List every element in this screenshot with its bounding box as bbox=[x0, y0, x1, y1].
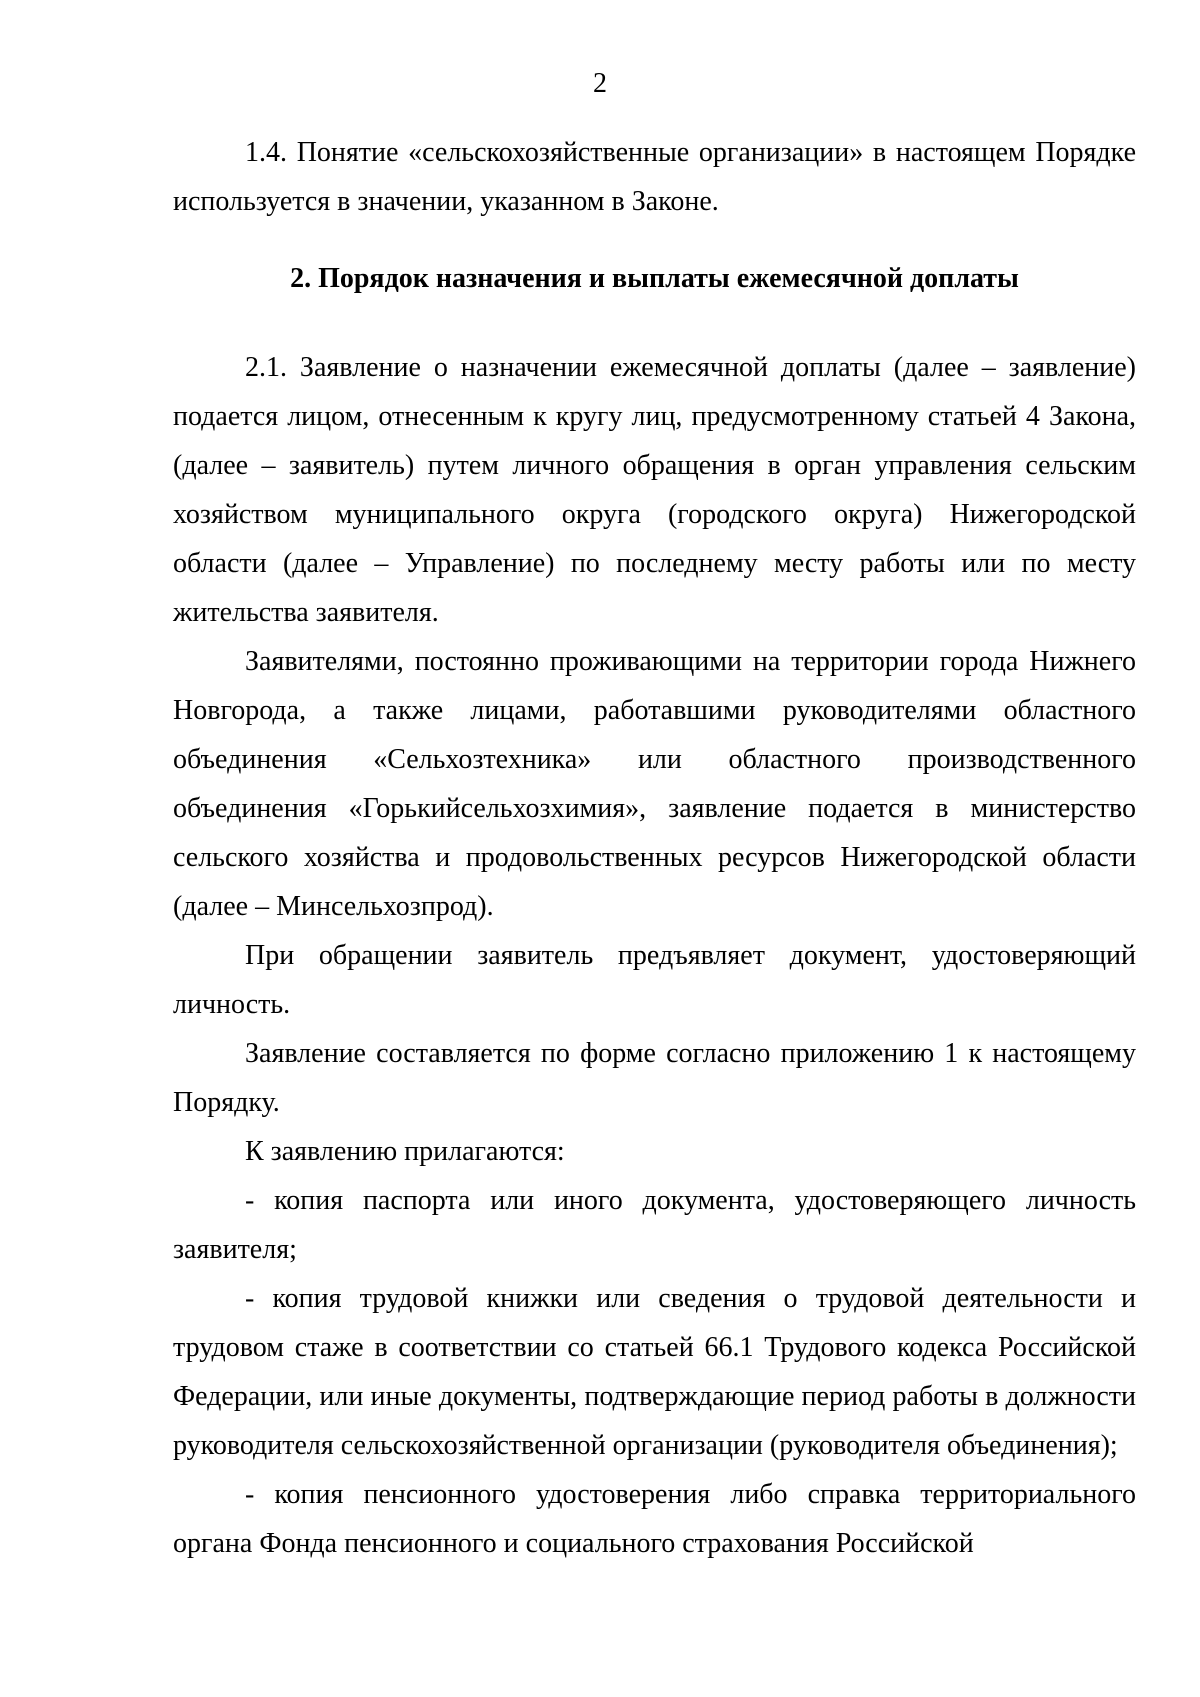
list-item-pension-certificate: - копия пенсионного удостоверения либо справка территориального органа Фонда пенсионного и социального страхования Российской bbox=[173, 1479, 1136, 1559]
paragraph-attachments-intro: К заявлению прилагаются: bbox=[245, 1136, 565, 1167]
page-number: 2 bbox=[593, 68, 607, 99]
list-item-work-book: - копия трудовой книжки или сведения о трудовой деятельности и трудовом стаже в соответствии со статьей 66.1 Трудового кодекса Российской Федерации, или иные документы, подтверждающие период работы в должности руководителя сельскохозяйственной организации (руководителя объединения); bbox=[173, 1283, 1136, 1461]
document-body bbox=[173, 128, 1136, 1568]
list-item-passport: - копия паспорта или иного документа, удостоверяющего личность заявителя; bbox=[173, 1185, 1136, 1265]
paragraph-1-4: 1.4. Понятие «сельскохозяйственные организации» в настоящем Порядке используется в значении, указанном в Законе. bbox=[173, 137, 1136, 217]
paragraph-form: Заявление составляется по форме согласно приложению 1 к настоящему Порядку. bbox=[173, 1038, 1136, 1118]
section-2-heading: 2. Порядок назначения и выплаты ежемесячной доплаты bbox=[290, 263, 1019, 294]
paragraph-identity: При обращении заявитель предъявляет документ, удостоверяющий личность. bbox=[173, 940, 1136, 1020]
paragraph-applicants-nn: Заявителями, постоянно проживающими на территории города Нижнего Новгорода, а также лицами, работавшими руководителями областного объединения «Сельхозтехника» или областного производственного объединения «Горькийсельхозхимия», заявление подается в министерство сельского хозяйства и продовольственных ресурсов Нижегородской области (далее – Минсельхозпрод). bbox=[173, 646, 1136, 922]
paragraph-2-1: 2.1. Заявление о назначении ежемесячной доплаты (далее – заявление) подается лицом, отнесенным к кругу лиц, предусмотренному статьей 4 Закона, (далее – заявитель) путем личного обращения в орган управления сельским хозяйством муниципального округа (городского округа) Нижегородской области (далее – Управление) по последнему месту работы или по месту жительства заявителя. bbox=[173, 352, 1136, 628]
